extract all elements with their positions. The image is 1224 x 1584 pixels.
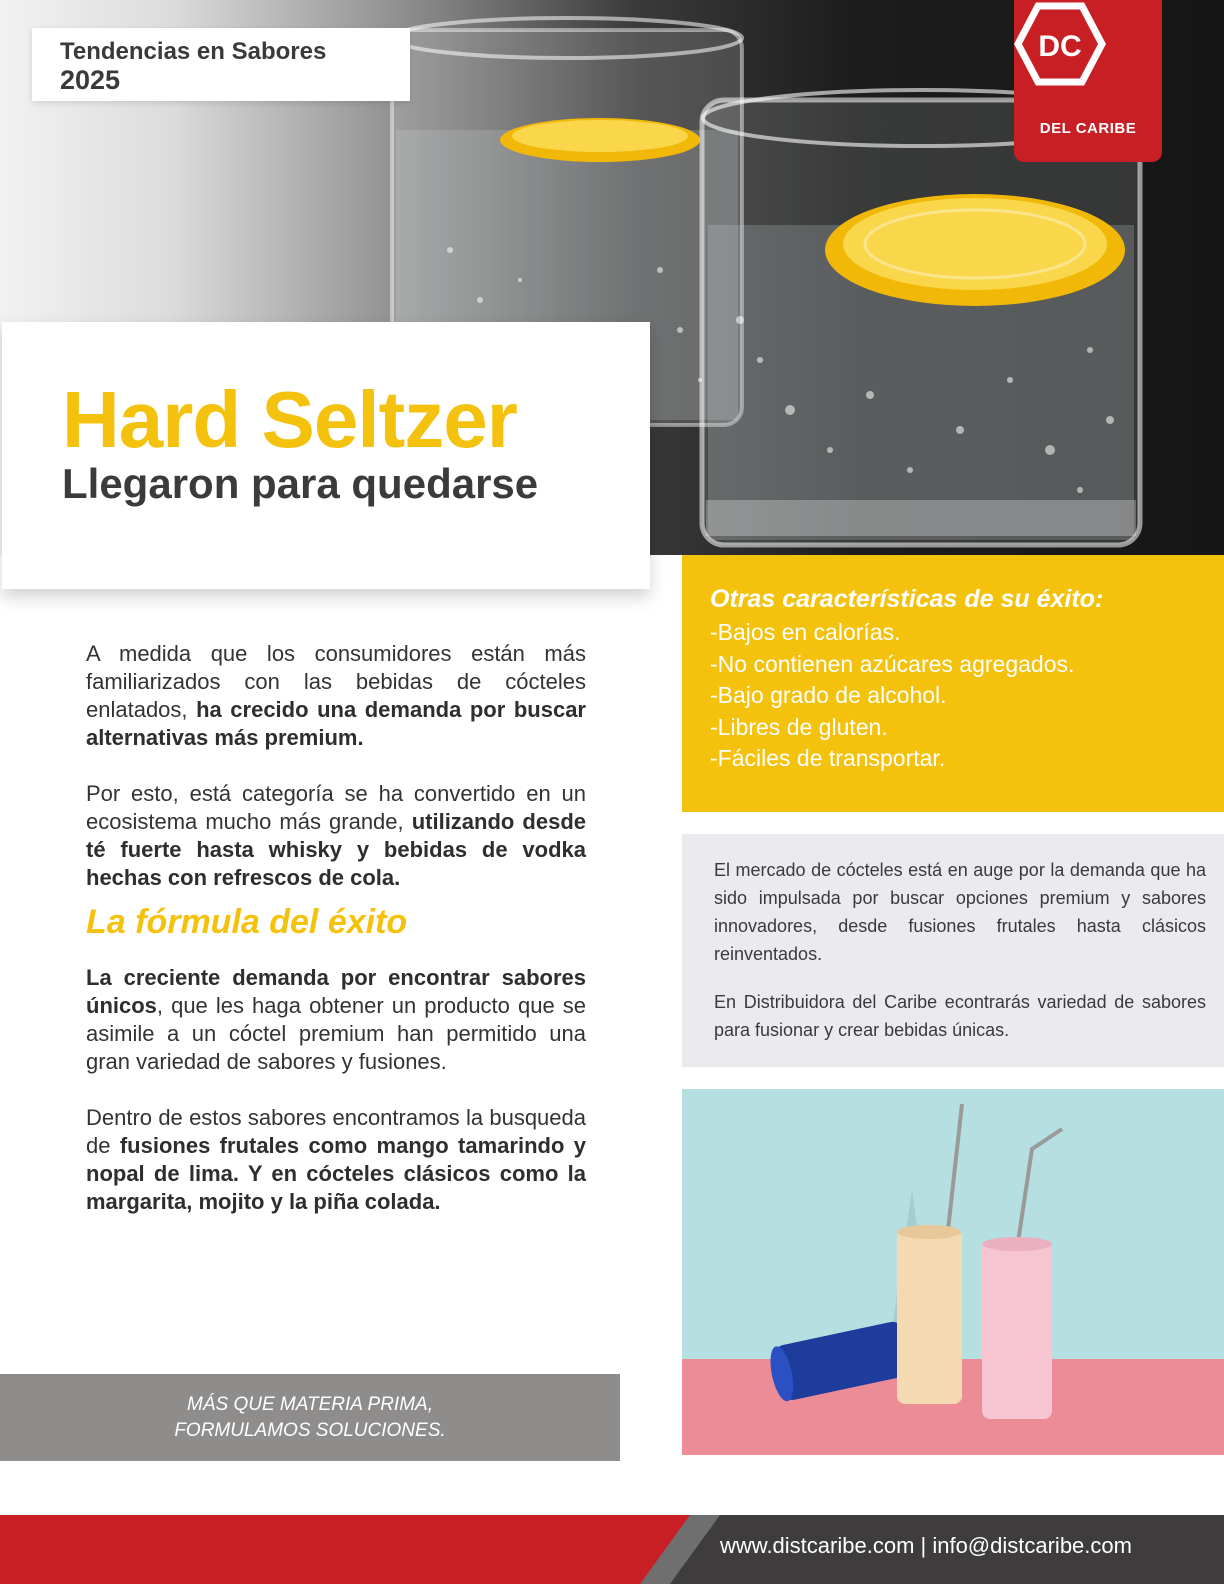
footer (0, 1515, 1224, 1584)
list-item: -No contienen azúcares agregados. (710, 650, 1075, 677)
paragraph-emphasis: fusiones frutales como mango tamarindo y nopal de lima. Y en cócteles clásicos como la margarita, mojito y la piña colada. (86, 1133, 586, 1214)
hexagon-logo-icon (1014, 0, 1106, 88)
market-paragraph: En Distribuidora del Caribe econtrarás variedad de sabores para fusionar y crear bebidas únicas. (714, 992, 1206, 1040)
paragraph-emphasis: utilizando desde té fuerte hasta whisky y bebidas de vodka hechas con refrescos de cola. (86, 809, 586, 890)
page-subtitle: Llegaron para quedarse (62, 460, 539, 507)
section-heading: La fórmula del éxito (86, 903, 408, 941)
tag-year: 2025 (60, 65, 121, 95)
slogan-banner (0, 1374, 620, 1461)
cans-illustration (682, 1089, 1224, 1455)
paragraph-emphasis: ha crecido una demanda por buscar alternativas más premium. (86, 697, 586, 750)
features-heading-text: Otras características de su éxito (710, 585, 1095, 613)
article-body (86, 640, 586, 1244)
list-item: -Fáciles de transportar. (710, 745, 946, 771)
features-panel (682, 555, 1224, 812)
market-paragraph: El mercado de cócteles está en auge por la demanda que ha sido impulsada por buscar opciones premium y sabores innovadores, desde fusiones frutales hasta clásicos reinventados. (714, 860, 1206, 964)
paragraph-text: , que les haga obtener un producto que se asimile a un cóctel premium han permitido una gran variedad de sabores y fusiones. (86, 993, 586, 1074)
paragraph-emphasis: La creciente demanda por encontrar sabores únicos (86, 965, 586, 1018)
paragraph-text: A medida que los consumidores están más familiarizados con las bebidas de cócteles enlatados, (86, 641, 586, 722)
market-panel (682, 834, 1224, 1067)
features-heading-colon: : (1094, 585, 1104, 613)
company-logo (1014, 0, 1162, 162)
features-heading (710, 585, 1103, 614)
trend-tag (32, 28, 410, 101)
slogan-line: MÁS QUE MATERIA PRIMA, (187, 1394, 433, 1415)
paragraph-demand (86, 964, 586, 1076)
paragraph-flavors (86, 1104, 586, 1216)
logo-name: DEL CARIBE (1039, 120, 1137, 137)
paragraph-text: Por esto, está categoría se ha convertido en un ecosistema mucho más grande, (86, 781, 586, 834)
cans-photo (682, 1089, 1224, 1455)
slogan-text (0, 1392, 620, 1444)
list-item: -Libres de gluten. (710, 713, 888, 740)
slogan-line: FORMULAMOS SOLUCIONES. (174, 1420, 446, 1441)
list-item: -Bajo grado de alcohol. (710, 682, 947, 708)
title-card (2, 322, 650, 589)
page-title: Hard Seltzer (62, 375, 517, 464)
paragraph-ecosystem (86, 780, 586, 892)
list-item: -Bajos en calorías. (710, 619, 901, 645)
features-list (710, 617, 1074, 775)
tag-title: Tendencias en Sabores (60, 38, 327, 65)
paragraph-text: Dentro de estos sabores encontramos la busqueda de (86, 1105, 586, 1158)
logo-initials: DC (1038, 30, 1082, 63)
footer-contact: www.distcaribe.com | info@distcaribe.com (720, 1533, 1132, 1558)
paragraph-intro (86, 640, 586, 752)
